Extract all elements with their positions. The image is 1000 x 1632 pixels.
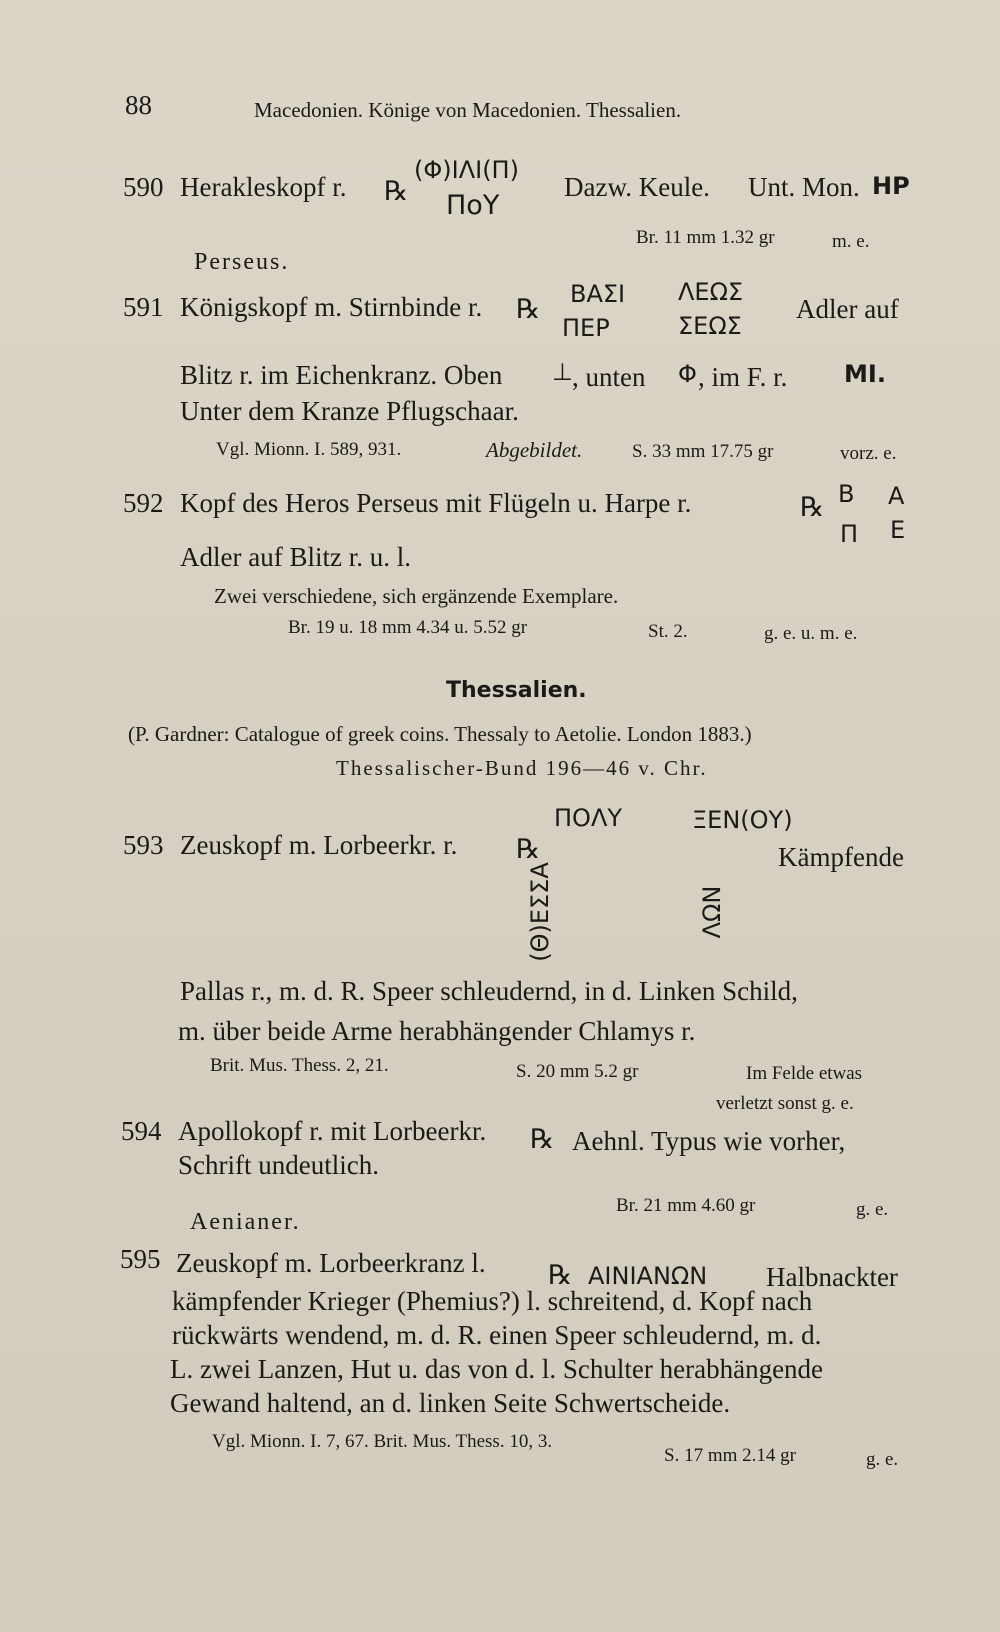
entry-text: Blitz r. im Eichenkranz. Oben [180,360,503,390]
condition: g. e. u. m. e. [764,623,858,644]
entry-number: 595 [120,1244,161,1274]
greek-legend: ΠΕΡ [562,314,610,342]
entry-text: Unt. Mon. [748,172,860,202]
monogram: ΜΙ. [844,360,886,388]
note: Im Felde etwas [746,1063,863,1084]
entry-text: L. zwei Lanzen, Hut u. das von d. l. Schulter herabhängende [170,1354,824,1384]
monogram: ΗΡ [872,172,910,200]
entry-text: Kopf des Heros Perseus mit Flügeln u. Harpe r. [180,488,692,518]
recipe-symbol: ℞ [530,1124,555,1155]
entry-text: rückwärts wendend, m. d. R. einen Speer schleudernd, m. d. [172,1320,822,1350]
entry-text: , unten [572,362,646,392]
note: verletzt sonst g. e. [716,1093,854,1114]
greek-letter: Β [838,480,855,508]
recipe-symbol: ℞ [800,492,825,523]
entry-text: Adler auf [796,294,899,324]
reference: Vgl. Mionn. I. 7, 67. Brit. Mus. Thess. 10, 3. [212,1431,553,1452]
entry-number: 592 [123,488,164,518]
greek-legend-vertical: (Θ)ΕΣΣΑ [526,862,554,962]
reference: Vgl. Mionn. I. 589, 931. [216,439,402,460]
section-title: Thessalien. [446,678,587,703]
symbol: ⊥ [552,358,573,386]
entry-text: Unter dem Kranze Pflugschaar. [180,396,519,426]
entry-text: kämpfender Krieger (Phemius?) l. schreitend, d. Kopf nach [172,1286,813,1316]
coin-metadata: Br. 11 mm 1.32 gr [636,227,775,248]
entry-text: Kämpfende [778,842,904,872]
entry-number: 590 [123,172,164,202]
greek-legend: (Φ)ΙΛΙ(Π) [414,156,519,184]
reference: Brit. Mus. Thess. 2, 21. [210,1055,389,1076]
greek-legend: ΣΕΩΣ [678,312,742,340]
entry-text: Adler auf Blitz r. u. l. [180,542,411,572]
greek-legend: ΠΟΛΥ [554,804,623,832]
greek-legend-vertical: ΛΩΝ [698,885,726,939]
coin-metadata: Br. 19 u. 18 mm 4.34 u. 5.52 gr [288,617,528,638]
condition: g. e. [856,1199,889,1220]
condition: g. e. [866,1449,899,1470]
greek-legend: ΑΙΝΙΑΝΩΝ [588,1262,708,1290]
section-subtitle: Thessalischer-Bund 196—46 v. Chr. [336,756,708,780]
condition: m. e. [832,231,870,252]
entry-text: , im F. r. [698,362,788,392]
entry-text: Apollokopf r. mit Lorbeerkr. [178,1116,487,1146]
entry-text: m. über beide Arme herabhängender Chlamys r. [178,1016,696,1046]
recipe-symbol: ℞ [516,834,541,865]
entry-text: Herakleskopf r. [180,172,347,202]
greek-letter: Α [888,482,905,510]
note: Zwei verschiedene, sich ergänzende Exemplare. [214,584,619,608]
running-title: Macedonien. Könige von Macedonien. Thessalien. [254,98,682,122]
entry-number: 591 [123,292,164,322]
greek-legend: ΞΕΝ(ΟΥ) [692,806,793,834]
abgebildet: Abgebildet. [486,438,583,462]
entry-number: 593 [123,830,164,860]
page-number: 88 [125,90,152,120]
entry-text: Dazw. Keule. [564,172,710,202]
greek-legend: ΛΕΩΣ [678,278,744,306]
recipe-symbol: ℞ [516,294,541,325]
entry-text: Halbnackter [766,1262,898,1292]
section-reference: (P. Gardner: Catalogue of greek coins. Thessaly to Aetolie. London 1883.) [128,722,752,746]
recipe-symbol: ℞ [384,176,409,207]
coin-metadata: S. 33 mm 17.75 gr [632,441,774,462]
recipe-symbol: ℞ [548,1260,573,1291]
entry-text: Schrift undeutlich. [178,1150,379,1180]
greek-letter: Ε [890,516,906,544]
greek-letter: Π [840,520,859,548]
entry-text: Zeuskopf m. Lorbeerkr. r. [180,830,458,860]
coin-metadata: Br. 21 mm 4.60 gr [616,1195,756,1216]
greek-legend: ΒΑΣΙ [570,280,626,308]
entry-text: Zeuskopf m. Lorbeerkranz l. [176,1248,486,1278]
coin-metadata: St. 2. [648,621,688,642]
subheading: Aenianer. [190,1209,301,1235]
coin-metadata: S. 20 mm 5.2 gr [516,1061,639,1082]
subheading: Perseus. [194,249,290,275]
entry-text: Gewand haltend, an d. linken Seite Schwertscheide. [170,1388,731,1418]
greek-legend: ΠοΥ [446,190,500,221]
entry-text: Königskopf m. Stirnbinde r. [180,292,483,322]
coin-metadata: S. 17 mm 2.14 gr [664,1445,796,1466]
symbol: Φ [678,360,697,388]
entry-number: 594 [121,1116,162,1146]
condition: vorz. e. [840,443,897,464]
entry-text: Pallas r., m. d. R. Speer schleudernd, in d. Linken Schild, [180,976,798,1006]
entry-text: Aehnl. Typus wie vorher, [572,1126,846,1156]
